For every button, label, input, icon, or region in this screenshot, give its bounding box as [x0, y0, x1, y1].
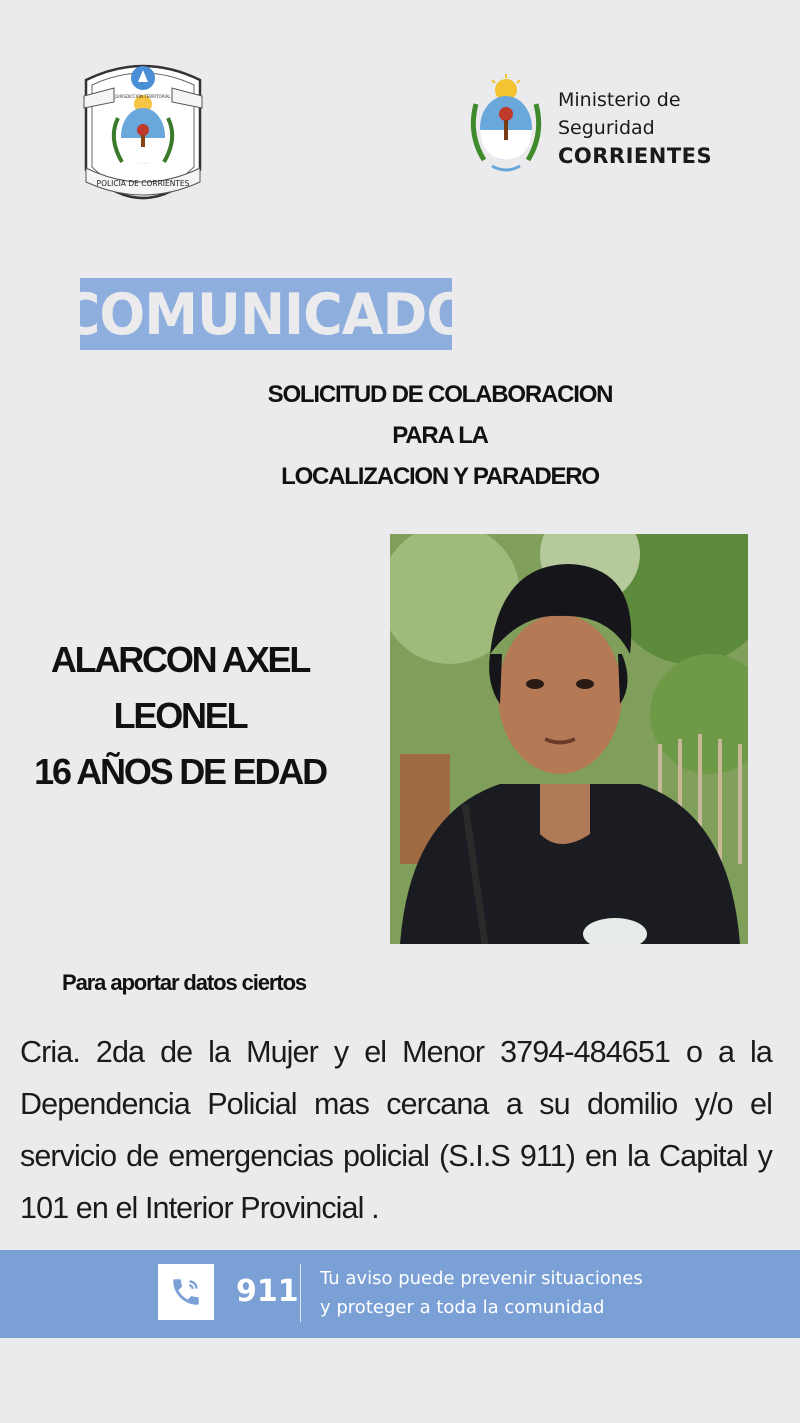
person-age: 16 AÑOS DE EDAD [34, 751, 326, 792]
footer-message-line2: y proteger a toda la comunidad [320, 1297, 605, 1318]
police-badge-logo [78, 58, 208, 216]
ministry-name [558, 86, 712, 170]
footer-message-line1: Tu aviso puede prevenir situaciones [320, 1268, 643, 1289]
person-name-line1: ALARCON AXEL [50, 639, 310, 680]
request-title [200, 374, 680, 497]
request-line1: SOLICITUD DE COLABORACION [267, 381, 613, 408]
badge-bottom-text: POLICIA DE CORRIENTES [96, 179, 190, 188]
ministry-shield-logo [468, 74, 544, 176]
person-name-line2: LEONEL [113, 695, 247, 736]
request-line2: PARA LA [392, 422, 488, 449]
phone-icon-box [158, 1264, 214, 1320]
contact-body: Cria. 2da de la Mujer y el Menor 3794-484651 o a la Dependencia Policial mas cercana a su domilio y/o el servicio de emergencias policial (S.I.S 911) en la Capital y 101 en el Interior Provincial . [20, 1035, 772, 1225]
comunicado-title: COMUNICADO [60, 280, 472, 348]
request-line3: LOCALIZACION Y PARADERO [281, 463, 599, 490]
badge-top-text: JURISDICCION TERRITORIAL [115, 94, 171, 99]
contact-heading: Para aportar datos ciertos [62, 970, 307, 995]
footer-divider [300, 1264, 301, 1322]
missing-person-photo [390, 534, 748, 944]
phone-icon [169, 1275, 203, 1309]
ministry-line1: Ministerio de [558, 89, 681, 111]
person-info [0, 632, 360, 800]
footer-emergency-number: 911 [236, 1274, 299, 1309]
ministry-line2: Seguridad [558, 117, 655, 139]
footer-message [320, 1264, 643, 1322]
ministry-line3: CORRIENTES [558, 144, 713, 168]
comunicado-banner [60, 278, 472, 350]
